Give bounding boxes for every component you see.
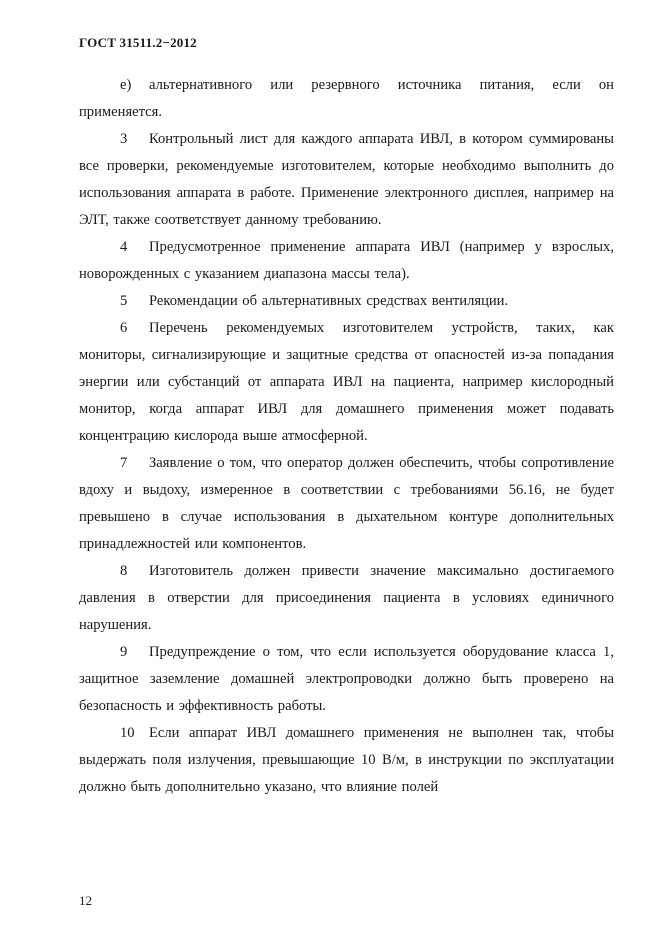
paragraph-4 [79,234,614,288]
page-number: 12 [79,893,92,908]
paragraph-number: 4 [120,239,128,255]
paragraph-text: альтернативного или резервного источника питания, если он применяется. [79,77,614,120]
paragraph-7 [79,450,614,558]
paragraph-8 [79,558,614,639]
paragraph-text: Если аппарат ИВЛ домашнего применения не выполнен так, чтобы выдержать поля излучения, превышающие 10 В/м, в инструкции по эксплуатации должно быть дополнительно указано, что влияние полей [79,725,614,795]
paragraph-3 [79,126,614,234]
paragraph-number: е) [120,77,132,93]
paragraph-number: 5 [120,293,128,309]
paragraph-number: 10 [120,725,135,741]
paragraph-number: 3 [120,131,128,147]
paragraph-text: Контрольный лист для каждого аппарата ИВЛ, в котором суммированы все проверки, рекомендуемые изготовителем, которые необходимо выполнить до использования аппарата в работе. Применение электронного дисплея, например на ЭЛТ, также соответствует данному требованию. [79,131,614,228]
document-body [79,72,614,801]
paragraph-number: 6 [120,320,128,336]
paragraph-text: Предупреждение о том, что если используется оборудование класса 1, защитное заземление домашней электропроводки должно быть проверено на безопасность и эффективность работы. [79,644,614,714]
paragraph-number: 8 [120,563,128,579]
document-header: ГОСТ 31511.2−2012 [79,35,197,50]
paragraph-text: Перечень рекомендуемых изготовителем устройств, таких, как мониторы, сигнализирующие и защитные средства от опасностей из-за попадания энергии или субстанций от аппарата ИВЛ на пациента, например кислородный монитор, когда аппарат ИВЛ для домашнего применения может подавать концентрацию кислорода выше атмосферной. [79,320,614,444]
paragraph-6 [79,315,614,450]
paragraph-10 [79,720,614,801]
paragraph-text: Предусмотренное применение аппарата ИВЛ (например у взрослых, новорожденных с указанием диапазона массы тела). [79,239,614,282]
paragraph-9 [79,639,614,720]
paragraph-number: 7 [120,455,128,471]
paragraph-5 [79,288,614,315]
paragraph-e [79,72,614,126]
paragraph-text: Заявление о том, что оператор должен обеспечить, чтобы сопротивление вдоху и выдоху, измеренное в соответствии с требованиями 56.16, не будет превышено в случае использования в дыхательном контуре дополнительных принадлежностей или компонентов. [79,455,614,552]
paragraph-text: Изготовитель должен привести значение максимально достигаемого давления в отверстии для присоединения пациента в условиях единичного нарушения. [79,563,614,633]
paragraph-number: 9 [120,644,128,660]
paragraph-text: Рекомендации об альтернативных средствах вентиляции. [149,293,509,309]
